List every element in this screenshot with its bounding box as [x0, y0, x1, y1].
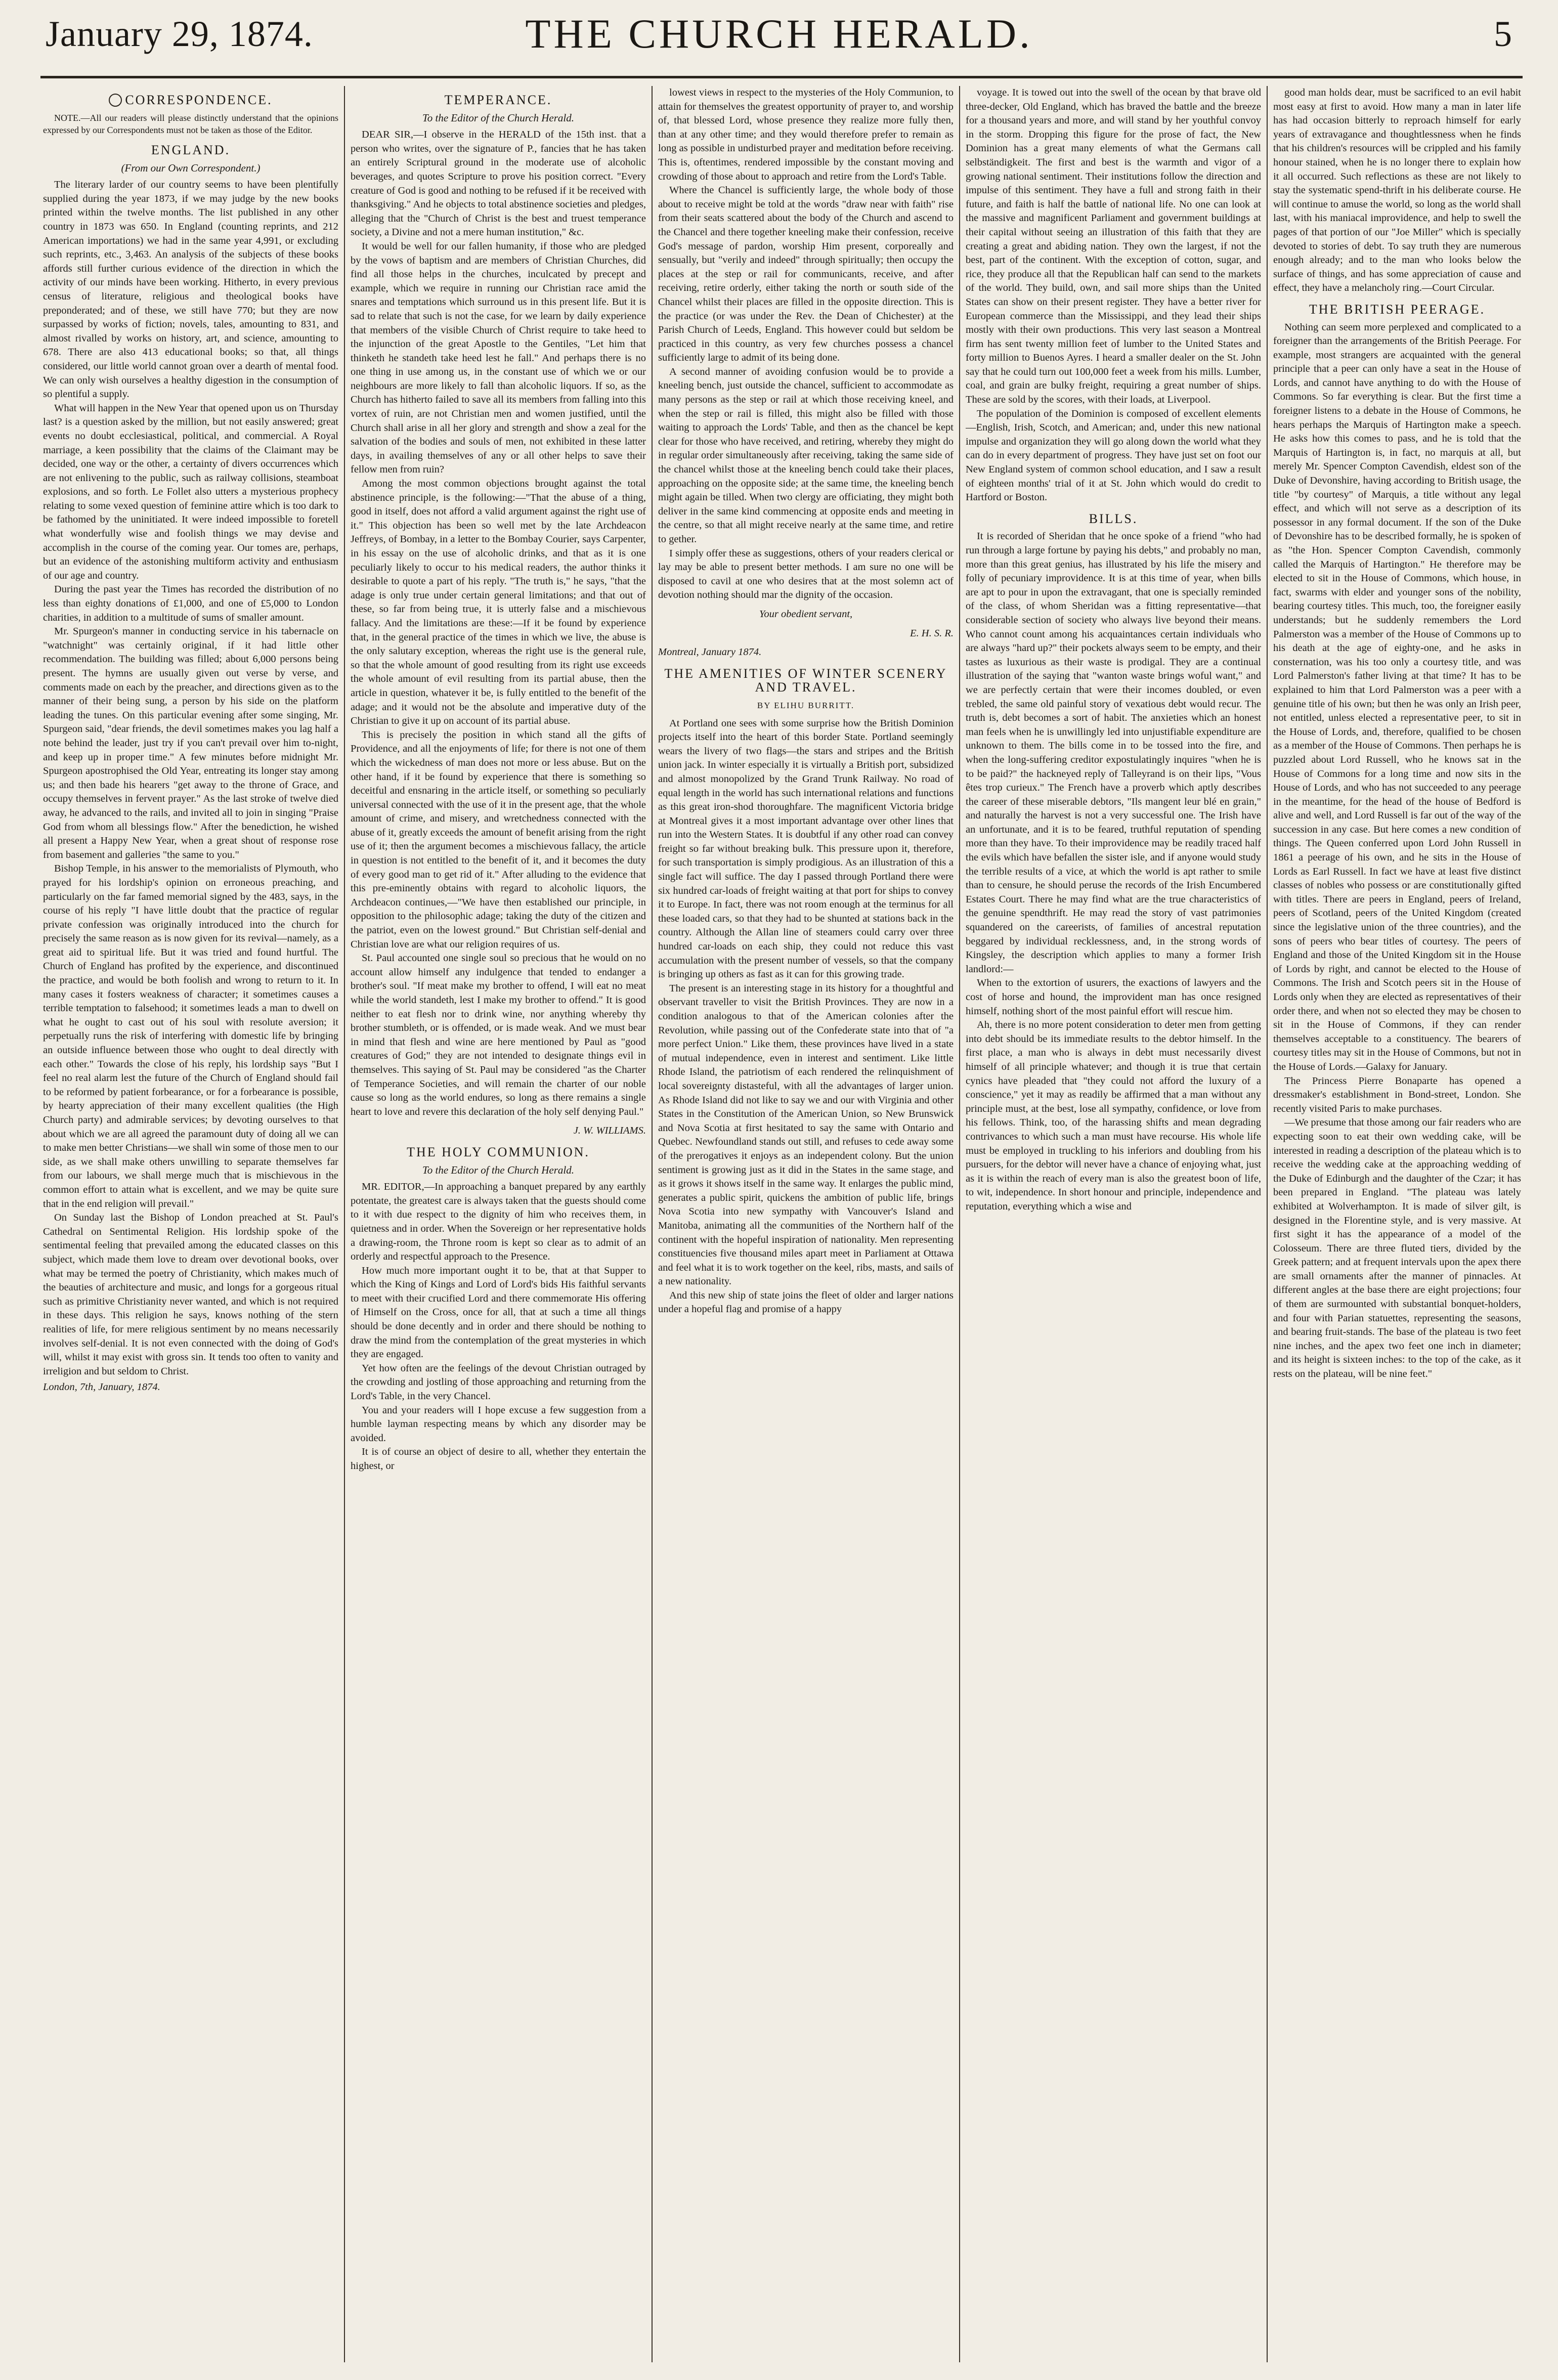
signature: E. H. S. R. [910, 627, 954, 639]
page-number: 5 [1494, 14, 1512, 54]
paragraph: Ah, there is no more potent consideration to deter men from getting into debt should be its immediate results to the debtor himself. In the first place, a man who is always in debt must necessarily divest himself of all principle whatever; and though it is true that certain cynics have pleaded that "they could not afford the luxury of a conscience," yet it may as readily be affirmed that a man without any principle must, at the best, lose all sympathy, confidence, or love from his fellows. Think, too, of the harassing shifts and mean degrading contrivances to which such a man must have recourse. His whole life must be employed in truckling to his inferiors and doubling from his pursuers, for the debtor will never have a chance of enjoying what, just as it is within the reach of every man is also the greatest boon of life, to wit, independence. In short honour and principle, independence and reputation, everything which a wise and [966, 1019, 1261, 1212]
paragraph: How much more important ought it to be, that at that Supper to which the King of Kings and Lord of Lord's bids His faithful servants to meet with their crucified Lord and there commemorate His offering of Himself on the Cross, once for all, that at such a time all things should be done decently and in order and there should be nothing to draw the mind from the contemplation of the great mysteries in which they are engaged. [351, 1265, 646, 1360]
article-temperance [351, 128, 646, 1119]
paragraph: It is of course an object of desire to all, whether they entertain the highest, or [351, 1446, 646, 1472]
dateline: London, 7th, January, 1874. [43, 1381, 160, 1393]
paragraph: The present is an interesting stage in its history for a thoughtful and observant traveller to visit the British Provinces. They are now in a condition analogous to that of the American colonies after the Revolution, while passing out of the Confederate state into that of "a more perfect Union." Like them, these provinces have lived in a state of mutual independence, even in interest and sentiment. Like little Rhode Island, the patriotism of each rendered the relinquishment of local sovereignty distasteful, with all the advantages of larger union. As Rhode Island did not like to say we and our with Virginia and other States in the Constitution of the American Union, so New Brunswick and Nova Scotia at first hesitated to say the same with Ontario and Quebec. Newfoundland stands out still, and refuses to cede away some of the prerogatives it enjoys as an independent colony. But the union sentiment is growing just as it did in the States in the same stage, and as it grows it shows itself in the same way. It enlarges the public mind, generates a public spirit, quickens the ambition of public life, brings Nova Scotia into new sympathy with Vancouver's Island and Manitoba, animating all the communities of the Northern half of the continent with the hopeful inspiration of nationality. Men representing constituencies five thousand miles apart meet in Parliament at Ottawa and feel what it is to work together on the keel, ribs, masts, and sails of a new nationality. [658, 982, 954, 1287]
paragraph: MR. EDITOR,—In approaching a banquet prepared by any earthly potentate, the greatest care is always taken that the guests should come to it with due respect to the dignity of him who receives them, in quietness and in order. When the Sovereign or her representative holds a drawing-room, the Throne room is kept so clear as to admit of an orderly and respectful approach to the Presence. [351, 1181, 646, 1263]
correspondence-heading-text: CORRESPONDENCE. [125, 93, 273, 107]
ornament-icon [109, 94, 122, 107]
paragraph: At Portland one sees with some surprise how the British Dominion projects itself into the heart of this border State. Portland seemingly wears the livery of two flags—the stars and stripes and the British union jack. In winter especially it is virtually a British port, subsidized and almost monopolized by the Grand Trunk Railway. No road of equal length in the world has such international relations and functions as this great iron-shod thoroughfare. The magnificent Victoria bridge at Montreal gives it a most important advantage over other lines that run into the Western States. It is doubtful if any other road can convey freight so far without breaking bulk. This pressure upon it, therefore, for such transportation is simply prodigious. As an illustration of this a single fact will suffice. The day I passed through Portland there were six hundred car-loads of freight waiting at that port for ships to convey it to Europe. In fact, there was not room enough at the terminus for all these loaded cars, so that they had to be shunted at stations back in the country. Although the Allan line of steamers could carry over three hundred car-loads on each ship, they could not reduce this vast accumulation with the present number of vessels, so that the company is bringing up others as fast as it can for this growing trade. [658, 717, 954, 980]
column-divider [652, 86, 653, 2362]
from-correspondent: (From our Own Correspondent.) [121, 161, 261, 174]
paragraph: You and your readers will I hope excuse a few suggestion from a humble layman respecting means by which any disorder may be avoided. [351, 1404, 646, 1444]
article-british-peerage [1273, 321, 1521, 1381]
paragraph: Where the Chancel is sufficiently large, the whole body of those about to receive might be told at the words "draw near with faith" rise from their seats scattered about the body of the Church and ascend to the Chancel and there together kneeling make their confession, receive God's message of pardon, worship Him present, corporeally and sensually, but "verily and indeed" through spiritually; then occupy the places at the step or rail for communicants, receive, and after receiving, retire orderly, either taking the north or south side of the Chancel whilst their places are filled in the opposite direction. This is the practice (or was under the Rev. the Dean of Chichester) at the Parish Church of Leeds, England. This however could but seldom be practiced in this country, as very few churches possess a chancel sufficiently large to admit of its being done. [658, 185, 954, 364]
column-divider [959, 86, 960, 2362]
newspaper-title: THE CHURCH HERALD. [525, 11, 1033, 57]
column-5 [1273, 86, 1521, 2362]
paragraph: On Sunday last the Bishop of London preached at St. Paul's Cathedral on Sentimental Religion. His lordship spoke of the sentimental feeling that prevailed among the educated classes on this subject, which made them love to dream over devotional books, over what may be termed the poetry of Christianity, which makes much of the beauties of architecture and music, and longs for a gorgeous ritual such as primitive Christianity never wanted, and which is not required in these days. This religion he says, knows nothing of the stern realities of life, for mere religious sentiment by no means necessarily involves self-denial. It is not even connected with the doing of God's will, whilst it may exist with gross sin. It tends too often to vanity and irreligion and but seldom to Christ. [43, 1212, 338, 1377]
paragraph: The literary larder of our country seems to have been plentifully supplied during the year 1873, if we may judge by the new books printed within the twelve months. The list published in any other country in 1873 was 650. In England (counting reprints, and 212 American importations) we had in the same year 4,991, or excluding such reprints, etc., 3,463. An analysis of the subjects of these books affords still further curious evidence of the direction in which the activity of our minds have been working. Hitherto, in every previous census of literature, religious and theological books have preponderated; and of these, we still have 770; but they are now surpassed by works of fiction; novels, tales, amounting to 831, and almost rivalled by works on history, art, and science, amounting to 678. There are also 413 educational books; so that, all things considered, our little world cannot groan over a dearth of mental food. We can only wish ourselves a healthy digestion in the consumption of so plentiful a supply. [43, 179, 338, 400]
paragraph: The population of the Dominion is composed of excellent elements—English, Irish, Scotch, and American; and, under this new national impulse and organization they will go along down the world what they can do in every department of progress. They have just set on foot our New England system of common school education, and I saw a result of eighteen months' trial of it at St. John which would do credit to Hartford or Boston. [966, 408, 1261, 503]
paragraph: St. Paul accounted one single soul so precious that he would on no account allow himself any indulgence that tended to endanger a brother's soul. "If meat make my brother to offend, I will eat no meat while the world standeth, lest I make my brother to offend." It is good neither to eat flesh nor to drink wine, nor anything whereby thy brother stumbleth, or is offended, or is made weak. And we must bear in mind that flesh and wine are here mentioned by Paul as "good creatures of God;" they are not intended to designate things evil in themselves. This saying of St. Paul may be considered "as the Charter of Temperance Societies, and will remain the charter of our noble cause so long as the world endures, so long as there remains a single heart to love and revere this declaration of the holy self denying Paul." [351, 953, 646, 1117]
paragraph: It is recorded of Sheridan that he once spoke of a friend "who had run through a large fortune by paying his debts," and probably no man, more than this great genius, has illustrated by his life the misery and folly of pecuniary improvidence. It is at this time of year, when bills are apt to pour in upon the extravagant, that one is specially reminded of the class, of whom Sheridan was a fitting representative—that considerable section of society who always live beyond their means. Who cannot count among his acquaintances certain individuals who are always "hard up?" their pockets always seem to be empty, and their tastes as luxurious as their waste is prodigal. They are a continual illustration of the saying that "wanton waste brings woful want," and we are perfectly certain that were their incomes doubled, or even trebled, the same old painful story of vexatious debt would recur. The truth is, debt becomes a sort of habit. The anxieties which an honest man feels when he is unwillingly led into unjustifiable expenditure are unknown to them. The bills come in to be tossed into the fire, and when the long-suffering creditor expostulatingly inquires "when he is to be paid?" the hackneyed reply of Talleyrand is on their lips, "Vous êtes trop curieux." The French have a proverb which aptly describes the career of these miserable debtors, "Ils mangent leur blé en grain," and naturally the harvest is not a very successful one. The Irish have an unfortunate, and it is to be feared, truthful reputation of spending more than they have. To their improvidence may be readily traced half the evils which have befallen the sister isle, and if anyone would study the terrible results of a vice, at which the world is apt rather to smile than to censure, he should peruse the records of the Irish Encumbered Estates Court. There he may find what are the true characteristics of the genuine spendthrift. He may read the story of vast patrimonies squandered on the careerists, of families of ancestral reputation beggared by individual recklessness, and, in the strong words of Kingsley, the description which applies to many a former Irish landlord:— [966, 531, 1261, 975]
paragraph: Bishop Temple, in his answer to the memorialists of Plymouth, who prayed for his lordship's opinion on erroneous preaching, and particularly on the far famed memorial signed by the 483, says, in the course of his reply "I have little doubt that the practice of regular private confession was originally introduced into the church for precisely the same reason as is now given for its revival—namely, as a great aid to spiritual life. But it was tried and found hurtful. The Church of England has profited by the experience, and discontinued the practice, and would be both foolish and wrong to return to it. In many cases it fosters weakness of character; it sometimes causes a terrible temptation to falsehood; it sometimes leads a man to dwell on what he ought to cast out of his soul with resolute aversion; it perpetually runs the risk of interfering with domestic life by bringing an outside influence between those who ought to deal directly with each other." Towards the close of his reply, his lordship says "But I feel no real alarm lest the future of the Church of England should fail to be reformed by patient forbearance, or for a forbearance is possible, by hearty appreciation of their many excellent qualities (the High Church party) and admirable services; by devoting ourselves to that about which we are all agreed the paramount duty of doing all we can to make men better Christians—we shall win some of those men to our side, as we shall make others unwilling to separate themselves far from our labours, we shall merge much that is mischievous in the common effort to attain what is excellent, and we may be quite sure that in the end religion will prevail." [43, 863, 338, 1209]
article-holy-communion [351, 1180, 646, 1473]
paragraph: good man holds dear, must be sacrificed to an evil habit most easy at first to avoid. How many a man in later life has had occasion bitterly to reproach himself for early years of extravagance and thoughtlessness when he finds that his children's resources will be crippled and his family honour stained, when he is no longer there to explain how it all occurred. Such reflections as these are not likely to stay the systematic spend-thrift in his deliberate course. He will continue to amuse the world, so long as the world shall last, with his maniacal improvidence, and help to swell the pages of that portion of our "Joe Miller" which is specially devoted to stories of debt. To say truth they are numerous enough already; and to the man who looks below the surface of things, and has some appreciation of cause and effect, they have a melancholy ring.—Court Circular. [1273, 87, 1521, 294]
article-holy-communion-continued [658, 86, 954, 602]
paragraph: What will happen in the New Year that opened upon us on Thursday last? is a question asked by the million, but not easily answered; great events no doubt ecclesiastical, political, and commercial. A Royal marriage, a keen possibility that the claims of the Claimant may be decided, one way or the other, a certainty of divers occurrences which are not enlivening to the public, such as railway collisions, steamboat explosions, and so forth. Le Follet also utters a mysterious prophecy relating to some vexed question of feminine attire which is too dark to be fathomed by the uninitiated. It were indeed impossible to foretell what wonderfully wise and foolish things we may devise and accomplish in the course of the coming year. Our tomes are, perhaps, but an evidence of the astonishing multiform activity and enthusiasm of our age and country. [43, 402, 338, 581]
paragraph: Nothing can seem more perplexed and complicated to a foreigner than the arrangements of the British Peerage. For example, most strangers are acquainted with the general principle that a peer can only have a seat in the House of Lords, and cannot have anything to do with the House of Commons. So far everything is clear. But the first time a foreigner listens to a debate in the House of Commons, he hears perhaps the Marquis of Hartington make a speech. He asks how this comes to pass, and he is told that the Marquis of Hartington is, in fact, no marquis at all, but merely Mr. Spencer Compton Cavendish, eldest son of the Duke of Devonshire, having according to British usage, the title "by courtesy" of Marquis, a title without any legal effect, and which will not serve as a description of its possessor in any formal document. If the son of the Duke of Devonshire has to be described formally, he is spoken of as "the Hon. Spencer Compton Cavendish, commonly called the Marquis of Hartington." He therefore may be elected to sit in the House of Commons, which house, in fact, swarms with elder and younger sons of the nobility, bearing courtesy titles. This much, too, the foreigner easily understands; but he suddenly remembers the Lord Palmerston was a member of the House of Commons up to his death at the age of eighty-one, and he asks in consternation, was his too only a courtesy title, and was Lord Palmerston's father living at that time? It has to be explained to him that Lord Palmerston was a peer with a genuine title of his own; but then he was only an Irish peer, not entitled, unless elected a representative peer, to sit in the House of Lords, and, therefore, qualified to be chosen as a member of the House of Commons. Then perhaps he is puzzled about Lord Russell, who he knows sat in the House of Commons for a long time and now sits in the House of Lords, and who has not succeeded to any peerage in the meantime, for the head of the house of Bedford is alive and well, and Lord Russell is far out of the way of the succession in any case. But here comes a new condition of things. The Queen conferred upon Lord John Russell in 1861 a peerage of his own, and he sits in the House of Lords as Earl Russell. In fact we have at least five distinct classes of nobles who possess or are constitutionally gifted with titles. There are peers in England, peers of Ireland, peers of Scotland, peers of the United Kingdom (created since the legislative union of the three countries), and the sons of peers who bear titles of courtesy. The peers of England and those of the United Kingdom sit in the House of Lords by right, and cannot be elected to the House of Commons. The Irish and Scotch peers sit in the House of Lords only when they are elected as representatives of their order there, and when not so elected they may be chosen to sit in the House of Commons, if they can render themselves acceptable to a constituency. The bearers of courtesy titles may sit in the House of Commons, but not in the House of Lords.—Galaxy for January. [1273, 321, 1521, 1072]
paragraph: DEAR SIR,—I observe in the HERALD of the 15th inst. that a person who writes, over the signature of P., fancies that he has taken an entirely Scriptural ground in the moderate use of alcoholic beverages, and quotes Scripture to prove his position correct. "Every creature of God is good and nothing to be refused if it be received with thanksgiving." And he objects to total abstinence societies and pledges, alleging that the "Church of Christ is the best and truest temperance society, a Divine and not a mere human institution," &c. [351, 129, 646, 238]
paragraph: lowest views in respect to the mysteries of the Holy Communion, to attain for themselves the greatest opportunity of prayer to, and worship of, that blessed Lord, whose presence they realize more fully then, than at any other time; and they would therefore prefer to remain as long as possible in undisturbed prayer and meditation before receiving. This is, oftentimes, rendered impossible by the constant moving and crowding of those about to approach and retire from the Lord's Table. [658, 87, 954, 182]
article-amenities-continued [966, 86, 1261, 505]
paragraph: Among the most common objections brought against the total abstinence principle, is the following:—"That the abuse of a thing, good in itself, does not afford a valid argument against the right use of it." This objection has been so well met by the late Archdeacon Jeffreys, of Bombay, in a letter to the Bombay Courier, says Carpenter, in his essay on the use of alcoholic drinks, and that as it is one peculiarly likely to occur to his medical readers, the author thinks it desirable to quote a part of his reply. "The truth is," he says, "that the adage is only true under certain general limitations; and that out of these, so far from being true, it is utterly false and a mischievous fallacy. And the limitations are these:—If it be found by experience that, in the general practice of the times in which we live, the abuse is the only salutary exception, whereas the right use is the general rule, so that the whole amount of good resulting from its right use exceeds the whole amount of evil resulting from its partial abuse, then the article in question, whatever it be, is fully entitled to the benefit of the adage; and it would not be the absolute and imperative duty of the Christian to give it up on account of its partial abuse. [351, 478, 646, 727]
bills-heading: BILLS. [1089, 511, 1138, 526]
column-4 [966, 86, 1261, 2362]
paragraph: The Princess Pierre Bonaparte has opened a dressmaker's establishment in Bond-street, London. She recently visited Paris to make purchases. [1273, 1075, 1521, 1114]
editor-note: NOTE.—All our readers will please distinctly understand that the opinions expressed by our Correspondents must not be taken as those of the Editor. [43, 113, 338, 136]
paragraph: Mr. Spurgeon's manner in conducting service in his tabernacle on "watchnight" was certainly original, if it had little other recommendation. The building was filled; about 6,000 persons being present. The hymns are usually given out verse by verse, and comments made on each by the preacher, and directions given as to the manner of their being sung, a person by his side on the platform leading the tunes. On this particular evening after some singing, Mr. Spurgeon said, "dear friends, the devil sometimes makes you lag half a note behind the leader, just try if you can't prevail over him to-night, and keep up in proper time." A few minutes before midnight Mr. Spurgeon apostrophised the Old Year, entreating its longer stay among us; and then bade his hearers "get away to the throne of Grace, and occupy themselves in fervent prayer." As the last stroke of twelve died away, he advanced to the rails, and invited all to join in singing "Praise God from whom all blessings flow." After the benediction, he wished all present a Happy New Year, when a great shout of response rose from basement and galleries "the same to you." [43, 626, 338, 860]
country-heading: ENGLAND. [151, 143, 231, 158]
paragraph: voyage. It is towed out into the swell of the ocean by that brave old three-decker, Old England, which has braved the battle and the breeze for a thousand years and more, and will stand by her youthful convoy in the storm. Dropping this figure for the prose of fact, the New Dominion has a great many elements of what the Germans call selbständigkeit. The first and best is the warmth and vigor of a growing national sentiment. Their institutions follow the direction and impulse of this sentiment. They have a full and strong faith in their future, and faith is half the battle of national life. No one can look at the massive and magnificent Parliament and government buildings at their capital without seeing an illustration of this faith that they are creating a great and abiding nation. They own the largest, if not the best, part of the continent. With the exception of cotton, sugar, and rice, they produce all that the Republican half can send to the markets of the world. They build, own, and sail more ships than the United States can show on their present register. They have a better river for European commerce than the Mississippi, and they lead their ships mostly with their own productions. This very last season a Montreal firm has sent twenty million feet of lumber to the United States and forty million to Buenos Ayres. I heard a smaller dealer on the St. John say that he could turn out 100,000 feet a week from his mills. Lumber, coal, and grain are bulky freight, requiring a great number of ships. These are sold by the scores, with their loads, at Liverpool. [966, 87, 1261, 406]
article-england [43, 178, 338, 1378]
amenities-heading: THE AMENITIES OF WINTER SCENERY AND TRAVEL. [664, 666, 947, 695]
paragraph: And this new ship of state joins the fleet of older and larger nations under a hopeful flag and promise of a happy [658, 1289, 954, 1315]
paragraph: When to the extortion of usurers, the exactions of lawyers and the cost of horse and hound, the improvident man has once resigned himself, nothing short of the most painful effort will rescue him. [966, 977, 1261, 1017]
letter-address: To the Editor of the Church Herald. [422, 1163, 575, 1176]
signature: J. W. WILLIAMS. [573, 1125, 646, 1137]
holy-communion-heading: THE HOLY COMMUNION. [407, 1144, 590, 1159]
column-1 [43, 86, 338, 2362]
column-3 [658, 86, 954, 2362]
byline: BY ELIHU BURRITT. [757, 700, 855, 710]
paragraph: During the past year the Times has recorded the distribution of no less than eighty donations of £1,000, and one of £5,000 to London charities, in addition to a multitude of sums of smaller amount. [43, 584, 338, 623]
article-amenities [658, 717, 954, 1317]
section-heading [43, 93, 338, 108]
masthead-rule [40, 76, 1523, 78]
column-divider [344, 86, 345, 2362]
article-bills-continued [1273, 86, 1521, 295]
masthead [0, 0, 1558, 76]
article-bills [966, 530, 1261, 1214]
paragraph: —We presume that those among our fair readers who are expecting soon to eat their own wedding cake, will be interested in reading a description of the plateau which is to receive the wedding cake at the approaching wedding of the Duke of Edinburgh and the daughter of the Czar; it has been prepared in England. "The plateau was lately exhibited at Wolverhampton. It is made of silver gilt, is designed in the Florentine style, and is very massive. At first sight it has the appearance of a model of the Colosseum. There are three fluted tiers, divided by the Greek pattern; and at frequent intervals upon the apex there are small ornaments after the manner of pinnacles. At different angles at the base there are eight projections; four of them are surmounted with substantial bonquet-holders, and four with Parian statuettes, representing the seasons, and bearing fruit-stands. The base of the plateau is two feet nine inches, and the apex two feet one inch in diameter; and its height is sixteen inches: to the top of the cake, as it rests on the plateau, will be nine feet." [1273, 1117, 1521, 1380]
british-peerage-heading: THE BRITISH PEERAGE. [1309, 301, 1486, 317]
paragraph: Yet how often are the feelings of the devout Christian outraged by the crowding and jostling of those approaching and returning from the Lord's Table, in the very Chancel. [351, 1362, 646, 1402]
paragraph: It would be well for our fallen humanity, if those who are pledged by the vows of baptism and are members of Christian Churches, did find all those helps in the churches, inculcated by precept and example, which we require in running our Christian race amid the snares and temptations which surround us in this present life. But it is sad to relate that such is not the case, for we learn by daily experience that members of the visible Church of Christ require to take heed to the injunction of the great Apostle to the Gentiles, "Let him that thinketh he standeth take heed lest he fall." And perhaps there is no one thing in use among us, in the constant use of which we or our neighbours are more likely to fall than alcoholic liquors. If so, as the Church has hitherto failed to save all its members from falling into this vortex of ruin, are not Christian men and women justified, until the Church shall arise in all her glory and strength and show a zeal for the salvation of the bodies and souls of men, not exhibited in these latter days, in availing themselves of any or all other helps to save their fellow men from ruin? [351, 240, 646, 475]
column-divider [1267, 86, 1268, 2362]
column-2 [351, 86, 646, 2362]
paragraph: This is precisely the position in which stand all the gifts of Providence, and all the enjoyments of life; for there is not one of them which the wickedness of man does not more or less abuse. But on the other hand, if it be found by experience that there is something so deceitful and ensnaring in the article itself, or something so peculiarly universal connected with the use of it in the present age, that the whole amount of crime, and misery, and wretchedness connected with the abuse of it, greatly exceeds the amount of benefit arising from the right use of it; then the argument becomes a mischievous fallacy, the article in question is not entitled to the benefit of it, and it becomes the duty of every good man to get rid of it." After alluding to the evidence that this pre-eminently obtains with regard to alcoholic liquors, the Archdeacon continues,—"We have then established our principle, in opposition to the philosophic adage; taking the duty of the citizen and the patriot, even on the lowest ground." But Christian self-denial and Christian love are what our religion requires of us. [351, 729, 646, 950]
temperance-heading: TEMPERANCE. [444, 93, 552, 107]
dateline: Montreal, January 1874. [658, 646, 762, 658]
paragraph: A second manner of avoiding confusion would be to provide a kneeling bench, just outside the chancel, sufficient to accommodate as many persons as the step or rail at which those receiving kneel, and when the step or rail is filled, this might also be filled with those waiting to approach the Lords' Table, and then as the chancel be kept clear for those who have received, and retiring, whereby they might do in regular order simultaneously after receiving, taking the same side of the chancel whilst those at the kneeling bench could take their places, approaching on the opposite side; at the same time, the kneeling bench might again be tilled. When two clergy are officiating, they might both deliver in the same kind commencing at opposite ends and meeting in the centre, so that all might receive nearly at the same time, and retire to gether. [658, 366, 954, 545]
paragraph: I simply offer these as suggestions, others of your readers clerical or lay may be able to present better methods. I am sure no one will be disposed to cavil at one who desires that at the most solemn act of devotion nothing should mar the dignity of the occasion. [658, 547, 954, 601]
closing: Your obedient servant, [759, 608, 853, 620]
letter-address: To the Editor of the Church Herald. [422, 111, 575, 124]
issue-date: January 29, 1874. [46, 14, 313, 54]
